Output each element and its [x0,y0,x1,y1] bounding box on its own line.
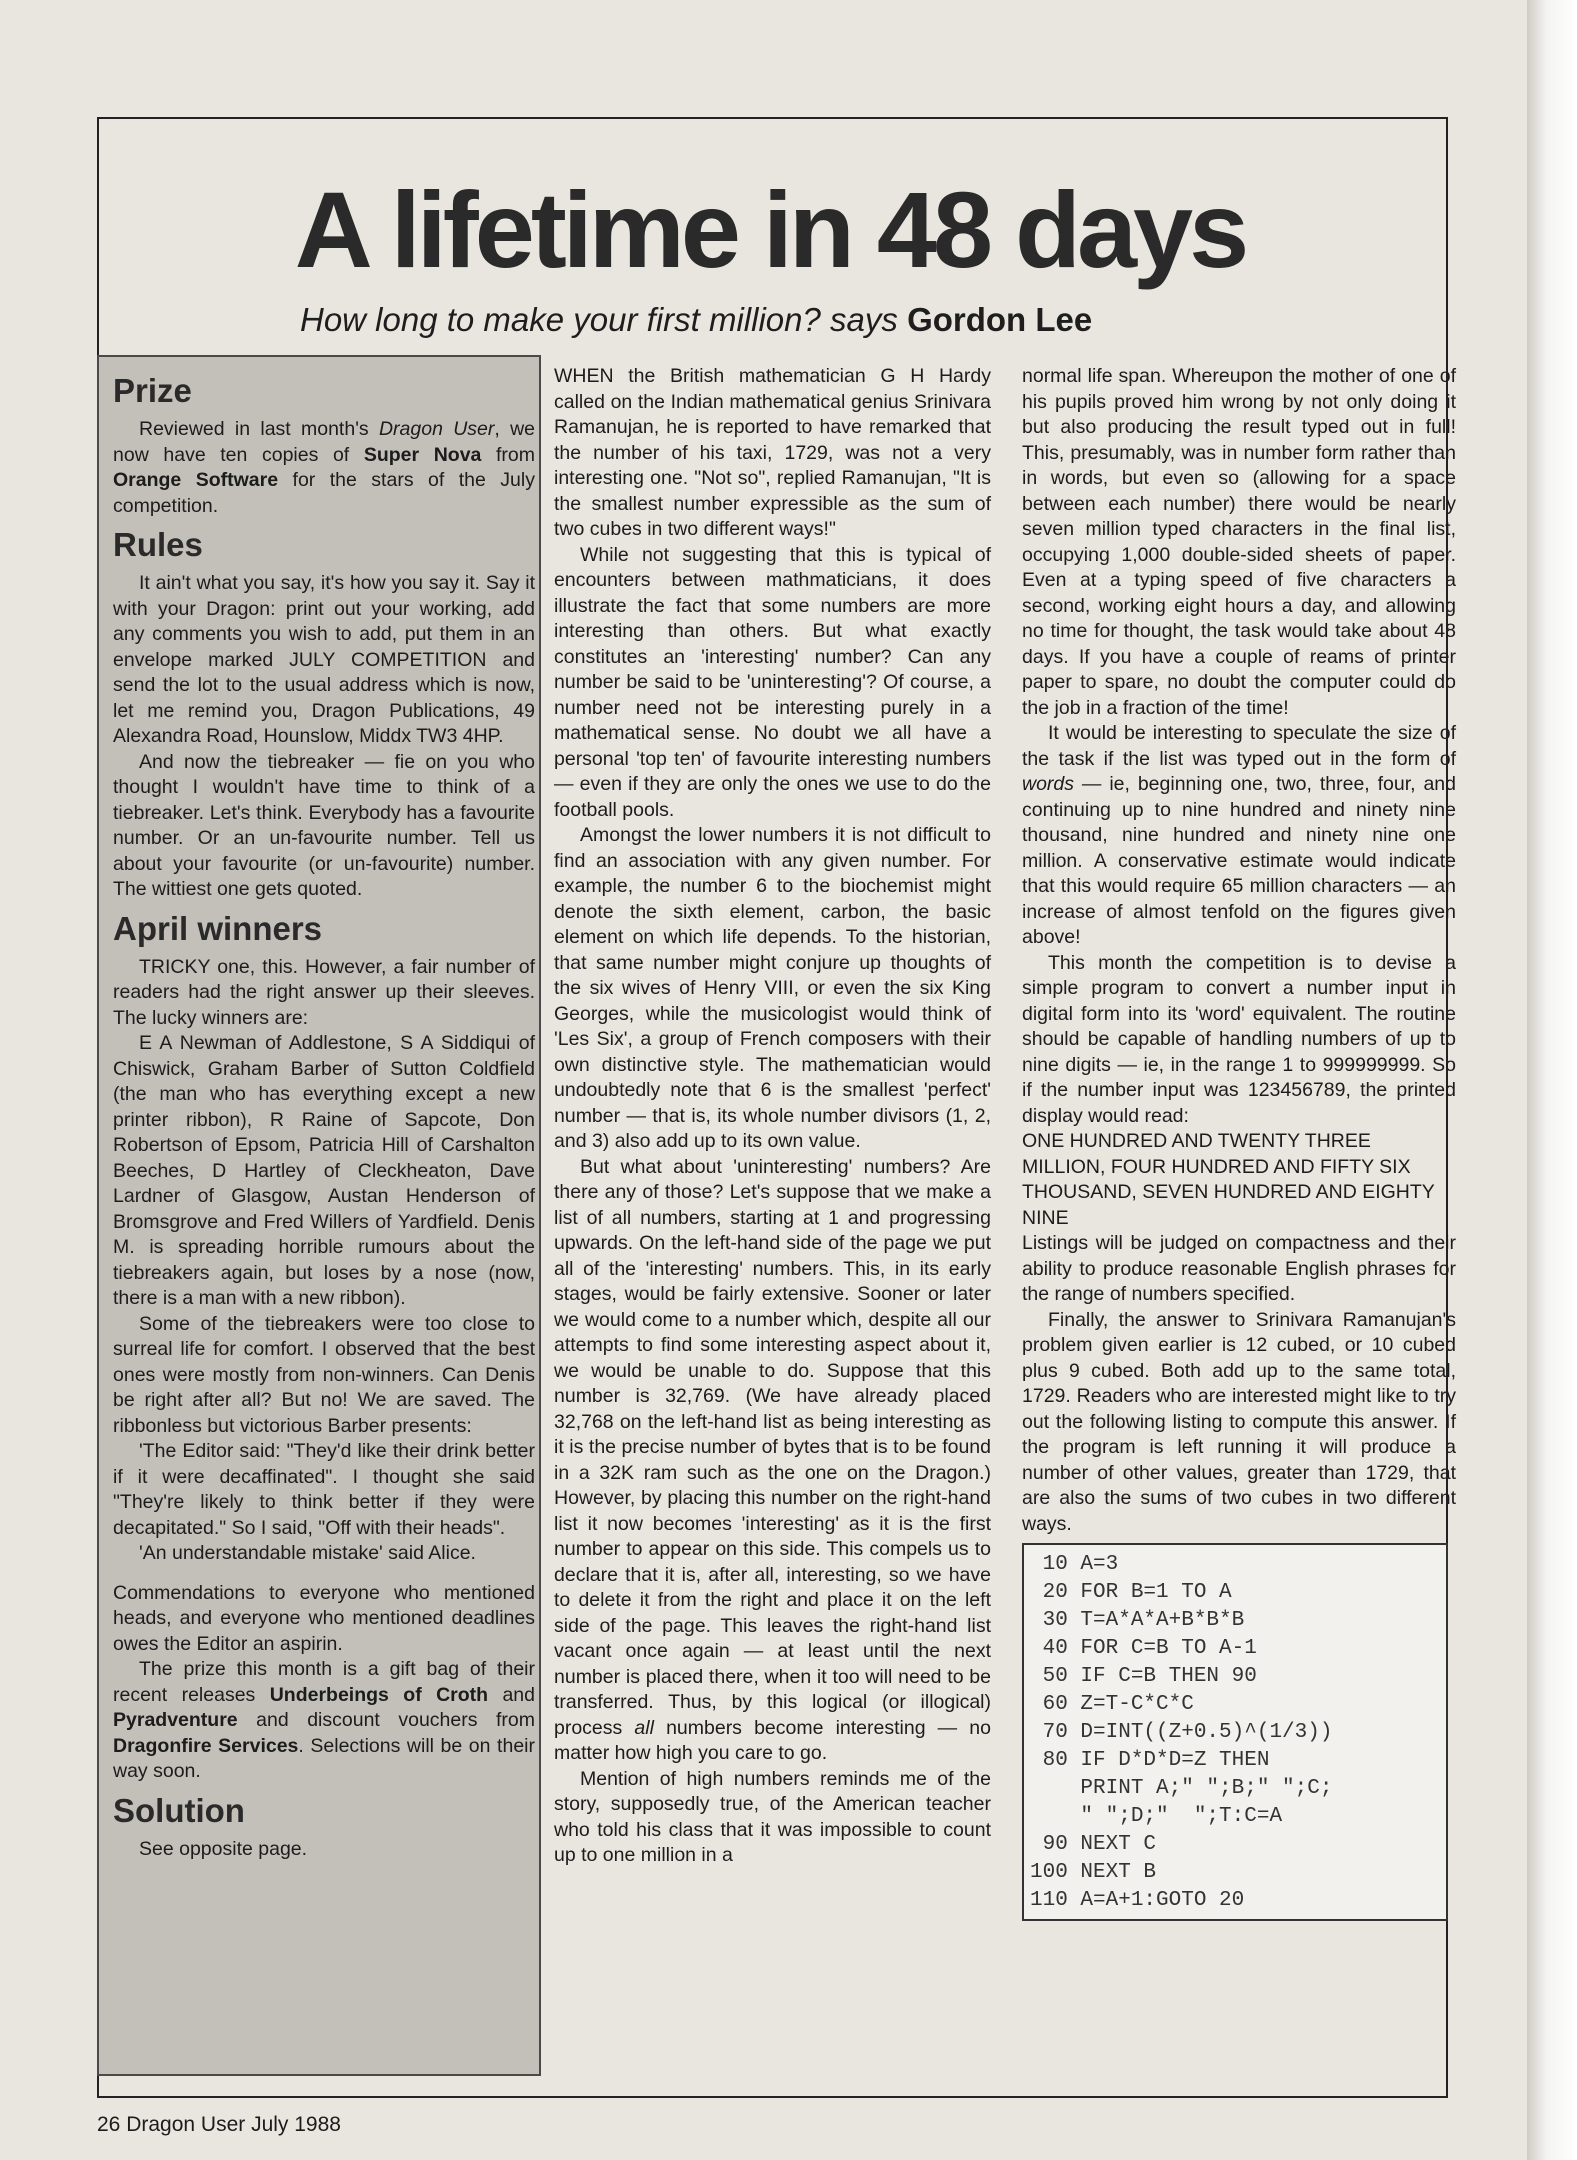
article-paragraph: Mention of high numbers reminds me of the story, supposedly true, of the American teacher who told his class that it was impossible to count up to one million in a [554,1767,991,1866]
rules-text: It ain't what you say, it's how you say it. Say it with your Dragon: print out your working, add any comments you wish to add, put them in an envelope marked JULY COMPETITION and send the lot to the usual address which is now, let me remind you, Dragon Publications, 49 Alexandra Road, Hounslow, Middx TW3 4HP. [113,572,535,747]
page-footer: 26 Dragon User July 1988 [97,2113,341,2136]
article-column-2 [1022,364,1456,1921]
article-paragraph: Amongst the lower numbers it is not difficult to find an association with any given number. For example, the number 6 to the biochemist might denote the sixth element, carbon, the basic element on which life depends. To the historian, that same number might conjure up thoughts of the six wives of Henry VIII, or even the six King Georges, while the musicologist would think of 'Les Six', a group of French composers with their own distinctive style. The mathematician would undoubtedly note that 6 is the smallest 'perfect' number — that is, its whole number divisors (1, 2, and 3) also add up to its own value. [554,824,991,1152]
solution-text: See opposite page. [139,1837,308,1860]
alice-quote: 'An understandable mistake' said Alice. [139,1542,476,1564]
subhead-text: How long to make your first million? says [300,301,898,338]
article-paragraph: This month the competition is to devise a simple program to convert a number input in digital form into its 'word' equivalent. The routine should be capable of handling numbers of up to nine digits — ie, in the range 1 to 999999999. So if the number input was 123456789, the printed display would read: [1022,951,1456,1127]
prize-heading: Prize [113,372,192,409]
article-paragraph: It would be interesting to speculate the size of the task if the list was typed out in the form of words — ie, beginning one, two, three, four, and continuing up to nine hundred and ninety nine thousand, nine hundred and ninety nine one million. A conservative estimate would indicate that this would require 65 million characters — an increase of almost tenfold on the figures given above! [1022,722,1456,948]
next-prize-text: The prize this month is a gift bag of their recent releases Underbeings of Croth and Pyradventure and discount vouchers from Dragonfire Services. Selections will be on their way soon. [113,1658,535,1782]
april-winners-heading: April winners [113,909,323,947]
winning-tiebreaker: 'The Editor said: "They'd like their drink better if it were decaffinated". I thought she said "They're likely to think better if they were decapitated." So I said, "Off with their heads". [113,1440,535,1539]
tiebreakers-comment: Some of the tiebreakers were too close to surreal life for comfort. I observed that the best ones were mostly from non-winners. Can Denis be right after all? But no! We are saved. The ribbonless but victorious Barber presents: [113,1312,535,1437]
article-column-1 [554,364,991,1869]
subhead [300,300,1300,340]
rules-heading: Rules [113,526,203,563]
competition-sidebar [97,355,541,2076]
article-paragraph: But what about 'uninteresting' numbers? Are there any of those? Let's suppose that we make a list of all numbers, starting at 1 and progressing upwards. On the left-hand side of the page we put all of the 'interesting' numbers. This, in its early stages, would be fairly extensive. Sooner or later we would come to a number which, despite all our attempts to find some interesting aspect about it, we would be unable to do. Suppose that this number is 32,769. (We have already placed 32,768 on the left-hand list as being interesting as it is the precise number of bytes that is to be found in a 32K ram such as the one on the Dragon.) However, by placing this number on the right-hand list it now becomes 'interesting' as it is the first number to appear on this side. This compels us to declare that it is, after all, interesting, so we have to delete it from the right and place it on the left side of the page. This leaves the right-hand list vacant once again — at least until the next number is placed there, when it too will need to be transferred. Thus, by this logical (or illogical) process all numbers become interesting — no matter how high you care to go. [554,1155,991,1764]
example-output: ONE HUNDRED AND TWENTY THREE MILLION, FOUR HUNDRED AND FIFTY SIX THOUSAND, SEVEN HUNDRED AND EIGHTY NINE [1022,1130,1435,1229]
article-paragraph: WHEN the British mathematician G H Hardy called on the Indian mathematical genius Srinivara Ramanujan, he is reported to have remarked that the number of his taxi, 1729, was not a very interesting one. "Not so", replied Ramanujan, "It is the smallest number expressible as the sum of two cubes in two different ways!" [554,365,991,540]
commendations-text: Commendations to everyone who mentioned heads, and everyone who mentioned deadlines owes the Editor an aspirin. [113,1581,535,1655]
winners-list: E A Newman of Addlestone, S A Siddiqui of Chiswick, Graham Barber of Sutton Coldfield (the man who has everything except a new printer ribbon), R Raine of Sapcote, Don Robertson of Epsom, Patricia Hill of Carshalton Beeches, D Hartley of Cleckheaton, Dave Lardner of Glasgow, Austan Henderson of Bromsgrove and Fred Willers of Yardfield. Denis M. is spreading horrible rumours about the tiebreakers again, but loses by a nose (now, there is a man with a new ribbon). [113,1032,535,1309]
article-paragraph: normal life span. Whereupon the mother of one of his pupils proved him wrong by not only doing it but also producing the result typed out in full! This, presumably, was in number form rather than in words, but even so (allowing for a space between each number) there would be nearly seven million typed characters in the final list, occupying 1,000 double-sided sheets of paper. Even at a typing speed of five characters a second, working eight hours a day, and allowing no time for thought, the task would take about 48 days. If you have a couple of reams of printer paper to spare, no doubt the computer could do the job in a fraction of the time! [1022,365,1456,719]
article-paragraph: While not suggesting that this is typical of encounters between mathmaticians, it does illustrate the fact that some numbers are more interesting than others. But what exactly constitutes an 'interesting' number? Can any number be said to be 'uninteresting'? Of course, a number need not be interesting purely in a mathematical sense. No doubt we all have a personal 'top ten' of favourite interesting numbers — even if they are only the ones we use to do the football pools. [554,543,991,821]
headline: A lifetime in 48 days [294,169,1246,290]
subhead-author: Gordon Lee [907,301,1093,338]
tiebreaker-text: And now the tiebreaker — fie on you who thought I wouldn't have time to think of a tiebreaker. Let's think. Everybody has a favourite number. Or an un-favourite number. Tell us about your favourite (or un-favourite) number. The wittiest one gets quoted. [113,750,535,900]
prize-text: Reviewed in last month's Dragon User, we now have ten copies of Super Nova from Orange Software for the stars of the July competition. [113,418,536,517]
article-paragraph: Finally, the answer to Srinivara Ramanujan's problem given earlier is 12 cubed, or 10 cubed plus 9 cubed. Both add up to the same total, 1729. Readers who are interested might like to try out the following listing to compute this answer. If the program is left running it will produce a number of other values, greater than 1729, that are also the sums of two cubes in two different ways. [1022,1308,1456,1535]
page-edge [1527,0,1577,2160]
winners-intro: TRICKY one, this. However, a fair number of readers had the right answer up their sleeves. The lucky winners are: [113,955,535,1029]
basic-program-listing: 10 A=3 20 FOR B=1 TO A 30 T=A*A*A+B*B*B 40 FOR C=B TO A-1 50 IF C=B THEN 90 60 Z=T-C*C*C 70 D=INT((Z+0.5)^(1/3)) 80 IF D*D*D=Z THEN PRINT A;" ";B;" ";C; " ";D;" ";T:C=A 90 NEXT C 100 NEXT B 110 A=A+1:GOTO 20 [1022,1543,1448,1921]
article-paragraph: Listings will be judged on compactness and their ability to produce reasonable English phrases for the range of numbers specified. [1022,1232,1456,1305]
solution-heading: Solution [113,1791,245,1829]
